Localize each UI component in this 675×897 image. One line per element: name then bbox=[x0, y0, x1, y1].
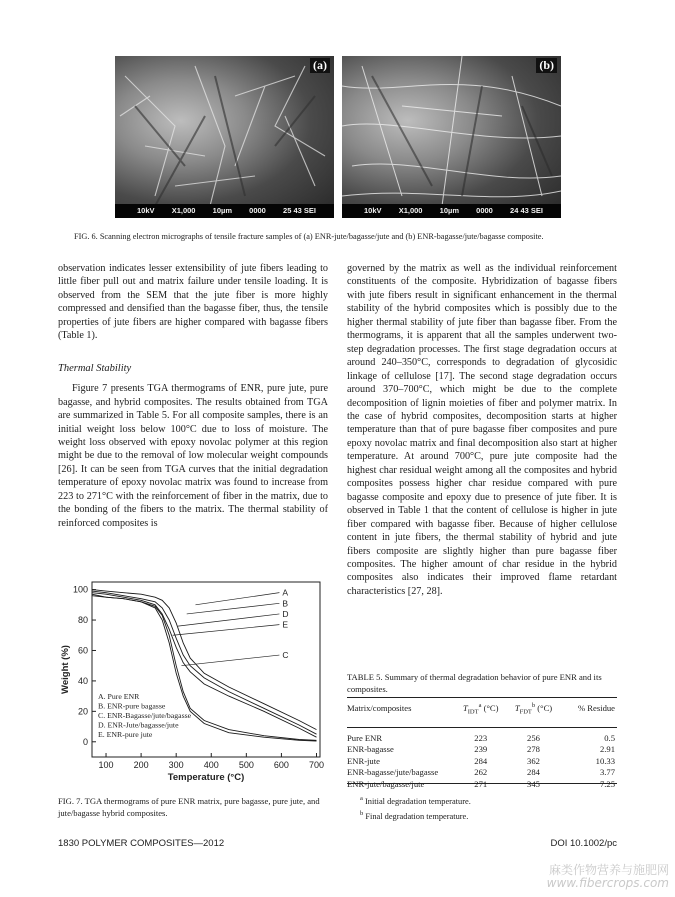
legend-entry: D. ENR-Jute/bagasse/jute bbox=[98, 720, 179, 730]
left-paragraph-1: observation indicates lesser extensibility of jute fibers leading to little fiber pull out and matrix failure under tensile loading. It is observed from the SEM that the jute fiber is more highly compressed and densified than the bagasse fiber, thus, the tensile properties of jute fibers are higher compared with bagasse fibers (Table 1). bbox=[58, 263, 328, 342]
footer-left: 1830 POLYMER COMPOSITES—2012 bbox=[58, 838, 225, 849]
cell-name: Pure ENR bbox=[347, 732, 383, 743]
right-paragraph: governed by the matrix as well as the individual reinforcement constituents of the composite. Hybridization of bagasse fibers with jute fibers result in significant enhancement in the thermal stability of the hybrid composites which is possibly due to the higher thermal stability of jute fiber than bagasse fiber. From the thermograms, it is apparent that all the samples underwent two-step degradation processes. The first stage degradation occurs at around 240–350°C, corresponds to degradation of glycosidic linkage of cellulose [17]. The second stage degradation occurs around 370–700°C, which might be due to the complete decomposition of lignin moieties of fiber and polymer matrix. In the case of hybrid composites, decomposition starts at higher temperature than that of pure bagasse fiber composites and pure epoxy novolac matrix and final decomposition also start at higher temperature. At around 700°C, pure jute composite had the highest char residual weight among all the composites and hybrid composites possess higher char residue compared with pure bagasse composite and epoxy due to presence of jute fiber. It is observed in Table 1 that the content of cellulose is higher in jute fiber compared with bagasse fiber. Because of higher cellulose content in jute fibers, the thermal stability of hybrid and jute fibers composite are slightly higher than pure bagasse fiber composites. The higher amount of char residue in the hybrid composites also indicates their improved flame retardant characteristics [27, 28]. bbox=[347, 263, 617, 597]
y-tick-label: 40 bbox=[77, 675, 88, 686]
fig6-caption: FIG. 6. Scanning electron micrographs of tensile fracture samples of (a) ENR-jute/bagasse/jute and (b) ENR-bagasse/jute/bagasse composite. bbox=[74, 232, 544, 241]
callout-line bbox=[178, 614, 279, 626]
x-tick-label: 700 bbox=[308, 760, 325, 770]
table5-caption: TABLE 5. Summary of thermal degradation behavior of pure ENR and its composites. bbox=[347, 672, 602, 694]
table-row bbox=[347, 744, 617, 755]
legend-entry: C. ENR-Bagasse/jute/bagasse bbox=[98, 711, 192, 720]
x-tick-label: 200 bbox=[133, 760, 149, 770]
sem-image-b bbox=[342, 56, 561, 218]
y-tick-label: 20 bbox=[77, 706, 88, 717]
legend-entry: A. Pure ENR bbox=[98, 692, 140, 701]
x-tick-label: 600 bbox=[273, 760, 289, 770]
table-footnotes bbox=[360, 793, 471, 823]
panel-letter-a: (a) bbox=[310, 58, 330, 73]
cell-name: ENR-bagasse/jute/bagasse bbox=[347, 767, 439, 778]
y-tick-label: 60 bbox=[77, 645, 88, 656]
callout-label: B bbox=[282, 598, 289, 609]
cell-fdt: 345 bbox=[527, 778, 540, 789]
left-column bbox=[58, 262, 328, 530]
y-tick-label: 80 bbox=[77, 615, 88, 626]
sem-texture-b bbox=[342, 56, 561, 218]
sem-kv: 10kV bbox=[137, 206, 155, 215]
callout-label: D bbox=[282, 608, 289, 619]
x-axis-label: Temperature (°C) bbox=[167, 772, 245, 783]
right-column bbox=[347, 262, 617, 598]
footnote-b: $^b$ Final degradation temperature. bbox=[360, 809, 469, 821]
cell-residue: 3.77 bbox=[599, 767, 615, 778]
watermark bbox=[547, 864, 669, 890]
sem-code: 0000 bbox=[476, 206, 493, 215]
sem-kv: 10kV bbox=[364, 206, 382, 215]
legend-entry: E. ENR-pure jute bbox=[98, 730, 153, 739]
x-tick-label: 400 bbox=[203, 760, 219, 770]
y-tick-label: 100 bbox=[72, 584, 88, 595]
watermark-line-2: www.fibercrops.com bbox=[546, 876, 669, 890]
x-tick-label: 100 bbox=[98, 760, 114, 770]
cell-residue: 7.25 bbox=[599, 778, 615, 789]
cell-fdt: 256 bbox=[527, 732, 540, 743]
header-matrix: Matrix/composites bbox=[347, 703, 412, 714]
left-paragraph-2: Figure 7 presents TGA thermograms of ENR, pure jute, pure bagasse, and hybrid composites. The results obtained from TGA are summarized in Table 5. For all composite samples, there is an initial weight loss below 100°C due to loss of moisture. The weight loss observed with epoxy novolac polymer at this region might be due to the removal of low molecular weight compounds [26]. It can be seen from TGA curves that the initial degradation temperature of epoxy novolac matrix was found to increase from 223 to 271°C with the reinforcement of fiber in the matrix, due to the bonding of the fibers to the matrix. The thermal stability of reinforced composites is bbox=[58, 383, 328, 529]
y-axis-label: Weight (%) bbox=[60, 645, 71, 694]
sem-session: 25 43 SEI bbox=[283, 206, 316, 215]
cell-residue: 10.33 bbox=[595, 755, 615, 766]
table-top-rule bbox=[347, 697, 617, 698]
table-header-row bbox=[347, 700, 617, 718]
sem-info-bar-a bbox=[115, 204, 334, 218]
callout-line bbox=[195, 593, 279, 605]
sem-info-bar-b bbox=[342, 204, 561, 218]
callout-label: E bbox=[282, 619, 289, 630]
panel-letter-b: (b) bbox=[536, 58, 557, 73]
sem-code: 0000 bbox=[249, 206, 266, 215]
table-row bbox=[347, 756, 617, 767]
watermark-line-1: 麻类作物营养与施肥网 bbox=[548, 863, 669, 877]
callout-line bbox=[181, 655, 279, 666]
y-tick-label: 0 bbox=[82, 736, 88, 747]
x-tick-label: 300 bbox=[168, 760, 184, 770]
cell-fdt: 284 bbox=[527, 767, 540, 778]
cell-idt: 239 bbox=[474, 744, 488, 755]
sem-scale: 10µm bbox=[439, 206, 459, 215]
sem-magnification: X1,000 bbox=[171, 206, 196, 215]
footer-right: DOI 10.1002/pc bbox=[550, 838, 617, 849]
table-bottom-rule bbox=[347, 783, 617, 784]
sem-texture-a bbox=[115, 56, 334, 218]
sem-image-a bbox=[115, 56, 334, 218]
cell-fdt: 278 bbox=[527, 744, 540, 755]
header-tidt: $T_{IDT}^a$ (°C) bbox=[462, 702, 499, 716]
sem-scale: 10µm bbox=[212, 206, 232, 215]
table5 bbox=[347, 700, 617, 790]
sem-magnification: X1,000 bbox=[398, 206, 423, 215]
footnote-a: $^a$ Initial degradation temperature. bbox=[360, 795, 471, 806]
section-heading: Thermal Stability bbox=[58, 362, 132, 374]
cell-name: ENR-jute bbox=[347, 755, 380, 766]
cell-residue: 2.91 bbox=[599, 744, 615, 755]
x-tick-label: 500 bbox=[238, 760, 254, 770]
header-residue: % Residue bbox=[578, 703, 615, 714]
callout-line bbox=[173, 625, 280, 636]
tga-chart bbox=[56, 576, 332, 784]
table-row bbox=[347, 767, 617, 778]
cell-name: ENR-bagasse bbox=[347, 744, 394, 755]
callout-label: A bbox=[282, 587, 289, 598]
cell-idt: 223 bbox=[474, 732, 488, 743]
table-row bbox=[347, 733, 617, 744]
fig7-caption: FIG. 7. TGA thermograms of pure ENR matrix, pure bagasse, pure jute, and jute/bagasse hybrid composites. bbox=[58, 796, 320, 818]
cell-fdt: 362 bbox=[527, 755, 540, 766]
callout-label: C bbox=[282, 650, 289, 661]
header-tfdt: $T_{FDT}^b$ (°C) bbox=[514, 702, 553, 716]
cell-idt: 284 bbox=[474, 755, 488, 766]
cell-idt: 271 bbox=[474, 778, 488, 789]
table-row bbox=[347, 779, 617, 790]
cell-name: ENR-jute/bagasse/jute bbox=[347, 778, 425, 789]
cell-idt: 262 bbox=[474, 767, 488, 778]
legend-entry: B. ENR-pure bagasse bbox=[98, 701, 166, 711]
cell-residue: 0.5 bbox=[604, 732, 615, 743]
callout-line bbox=[187, 603, 280, 614]
sem-session: 24 43 SEI bbox=[510, 206, 543, 215]
